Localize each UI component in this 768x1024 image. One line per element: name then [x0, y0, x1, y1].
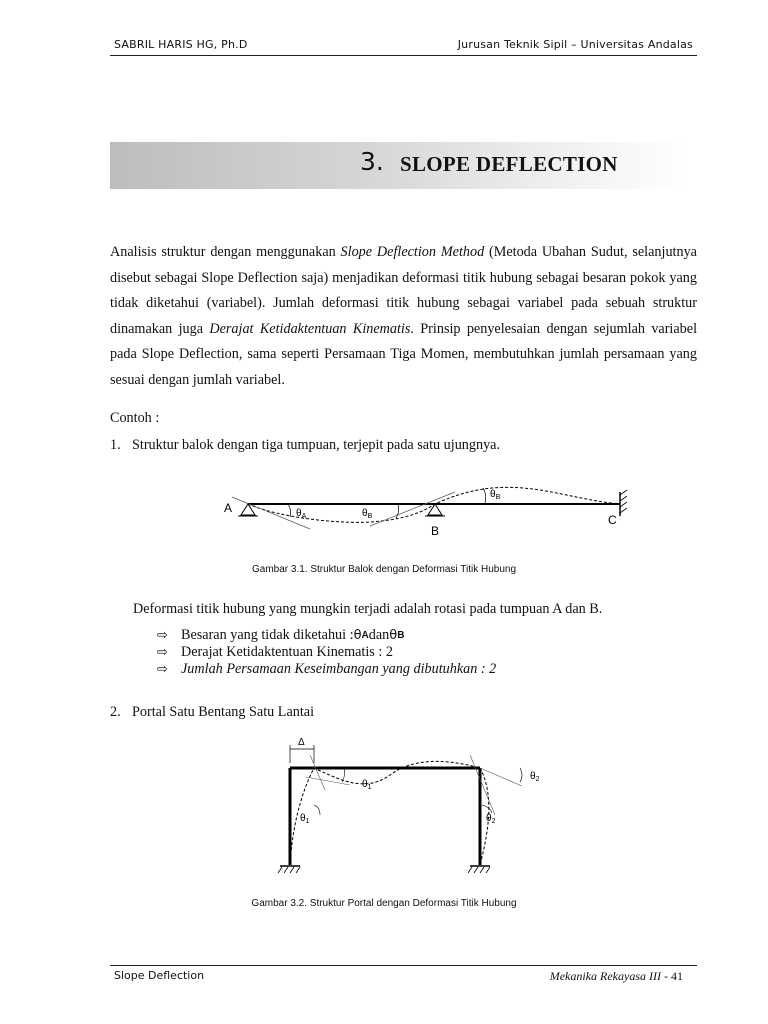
unknowns-list	[157, 627, 496, 678]
example-label: Contoh :	[110, 410, 160, 426]
intro-emphasis-kinematis: Derajat Ketidaktentuan Kinematis	[209, 320, 411, 337]
arrow-right-icon: ⇨	[157, 662, 168, 677]
label-b: B	[431, 524, 440, 538]
list-item: ⇨ Besaran yang tidak diketahui : θ A dan θ B	[157, 627, 405, 643]
chapter-title-band	[110, 142, 690, 189]
page-number: 41	[671, 969, 683, 983]
footer-course: Mekanika Rekayasa III	[549, 969, 661, 983]
arc-theta-b-right	[483, 488, 486, 504]
label-c: C	[608, 513, 617, 527]
label-theta1-beam: $\theta_1$	[362, 779, 372, 791]
example-1-text: Struktur balok dengan tiga tumpuan, terjepit pada satu ujungnya.	[132, 437, 501, 453]
portal-deformation-figure	[270, 735, 560, 885]
footer-course-page: Mekanika Rekayasa III - 41	[549, 969, 683, 983]
intro-text-1: Analisis struktur dengan menggunakan	[110, 244, 341, 260]
page-header	[110, 37, 697, 56]
figure-3-1-caption: Gambar 3.1. Struktur Balok dengan Deformasi Titik Hubung	[251, 564, 517, 575]
label-theta2-column: $\theta_2$	[486, 813, 496, 825]
label-delta: Δ	[298, 737, 305, 748]
list-item: ⇨ Jumlah Persamaan Keseimbangan yang dibutuhkan : 2	[157, 661, 497, 677]
label-theta-b-left: $\theta_B$	[362, 508, 373, 520]
label-theta-a: $\theta_A$	[296, 508, 307, 520]
example-2-heading	[110, 704, 314, 721]
example-1-number: 1.	[110, 437, 121, 453]
deformation-text: Deformasi titik hubung yang mungkin terjadi adalah rotasi pada tumpuan A dan B.	[133, 601, 603, 617]
arrow-right-icon: ⇨	[157, 628, 168, 643]
arc-theta-a	[288, 504, 291, 517]
intro-emphasis-method: Slope Deflection Method	[340, 244, 485, 260]
list-item: ⇨ Derajat Ketidaktentuan Kinematis : 2	[157, 644, 393, 660]
header-author: SABRIL HARIS HG, Ph.D	[114, 38, 248, 51]
beam-deformation-figure	[200, 478, 650, 548]
intro-text-2: (Metoda Ubahan Sudut, selanjutnya disebut sebagai Slope Deflection saja) menjadikan deformasi titik hubung sebagai besaran pokok yang tidak diketahui (variabel). Jumlah deformasi titik hubung sebagai variabel pada sebuah struktur dinamakan juga	[110, 244, 697, 337]
header-institution: Jurusan Teknik Sipil – Universitas Andalas	[457, 38, 693, 51]
label-theta1-column: $\theta_1$	[300, 813, 310, 825]
arrow-right-icon: ⇨	[157, 645, 168, 660]
intro-text-3: . Prinsip penyelesaian dengan sejumlah variabel pada Slope Deflection, sama seperti Persamaan Tiga Momen, membutuhkan jumlah persamaan yang sesuai dengan jumlah variabel.	[110, 320, 698, 388]
chapter-number: 3.	[360, 147, 384, 176]
chapter-title: SLOPE DEFLECTION	[400, 152, 618, 176]
tangent-b	[370, 492, 455, 526]
label-theta-b-right: $\theta_B$	[490, 489, 501, 501]
example-2-text: Portal Satu Bentang Satu Lantai	[132, 704, 315, 720]
page-footer	[110, 965, 697, 986]
figure-3-2-caption: Gambar 3.2. Struktur Portal dengan Deformasi Titik Hubung	[251, 898, 517, 909]
label-a: A	[224, 501, 233, 515]
example-2-number: 2.	[110, 704, 121, 720]
roller-support-b	[428, 504, 442, 515]
example-1-heading	[110, 437, 500, 454]
footer-section: Slope Deflection	[114, 969, 205, 982]
intro-paragraph	[110, 240, 697, 394]
label-theta2-beam: $\theta_2$	[530, 771, 540, 783]
arc-theta-b-left	[396, 504, 399, 518]
